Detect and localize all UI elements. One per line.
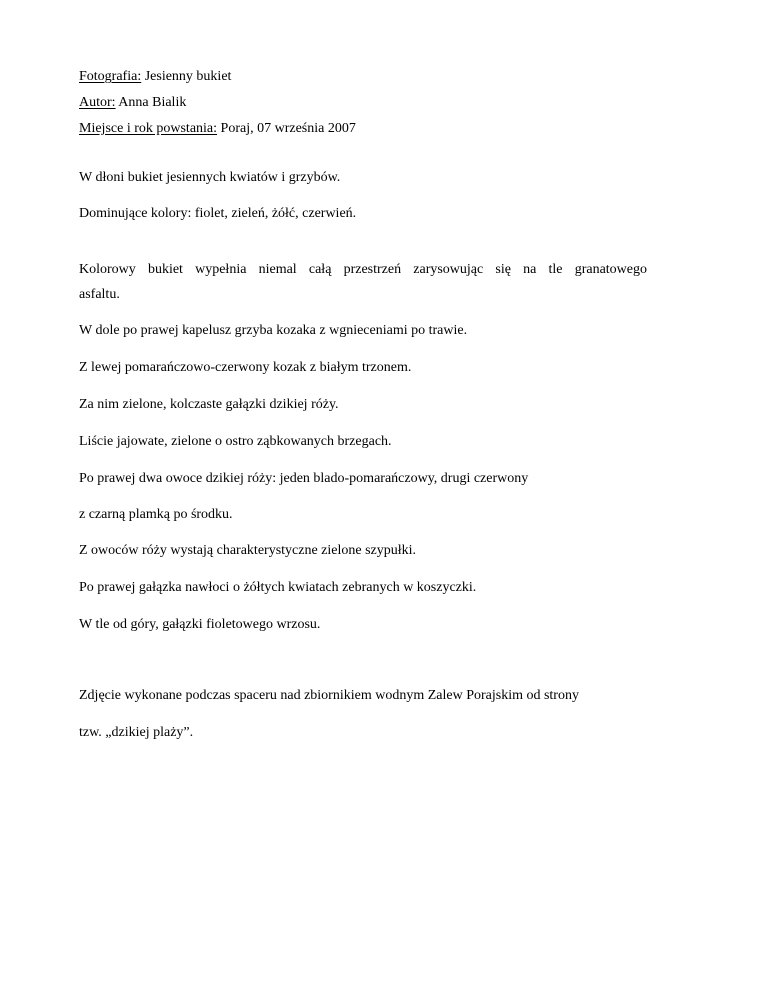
paragraph-colors: Dominujące kolory: fiolet, zieleń, żółć, czerwień. <box>79 206 357 221</box>
photo-title-line <box>79 69 231 85</box>
paragraph-rose-fruits: Po prawej dwa owoce dzikiej róży: jeden blado-pomarańczowy, drugi czerwony <box>79 471 529 486</box>
paragraph-black-spot: z czarną plamką po środku. <box>79 507 233 522</box>
paragraph-stalks: Z owoców róży wystają charakterystyczne zielone szypułki. <box>79 543 417 558</box>
photo-label: Fotografia: <box>79 69 142 84</box>
paragraph-left-mushroom: Z lewej pomarańczowo-czerwony kozak z białym trzonem. <box>79 360 412 375</box>
paragraph-goldenrod: Po prawej gałązka nawłoci o żółtych kwiatach zebranych w koszyczki. <box>79 580 477 595</box>
paragraph-composition-line1: Kolorowy bukiet wypełnia niemal całą przestrzeń zarysowując się na tle granatowego <box>79 262 647 277</box>
place-label: Miejsce i rok powstania: <box>79 121 218 136</box>
paragraph-bouquet: W dłoni bukiet jesiennych kwiatów i grzybów. <box>79 170 341 185</box>
photo-value: Jesienny bukiet <box>141 69 232 84</box>
place-date-line <box>79 121 356 137</box>
author-line <box>79 95 186 111</box>
paragraph-mushroom-cap: W dole po prawej kapelusz grzyba kozaka z wgnieceniami po trawie. <box>79 323 468 338</box>
author-label: Autor: <box>79 95 116 110</box>
paragraph-leaves: Liście jajowate, zielone o ostro ząbkowanych brzegach. <box>79 434 392 449</box>
paragraph-rose-branches: Za nim zielone, kolczaste gałązki dzikiej róży. <box>79 397 339 412</box>
paragraph-wild-beach: tzw. „dzikiej plaży”. <box>79 725 194 740</box>
paragraph-photo-context: Zdjęcie wykonane podczas spaceru nad zbiornikiem wodnym Zalew Porajskim od strony <box>79 688 579 703</box>
author-value: Anna Bialik <box>115 95 187 110</box>
place-value: Poraj, 07 września 2007 <box>217 121 356 136</box>
paragraph-heather: W tle od góry, gałązki fioletowego wrzosu. <box>79 617 321 632</box>
paragraph-composition-line2: asfaltu. <box>79 287 120 302</box>
